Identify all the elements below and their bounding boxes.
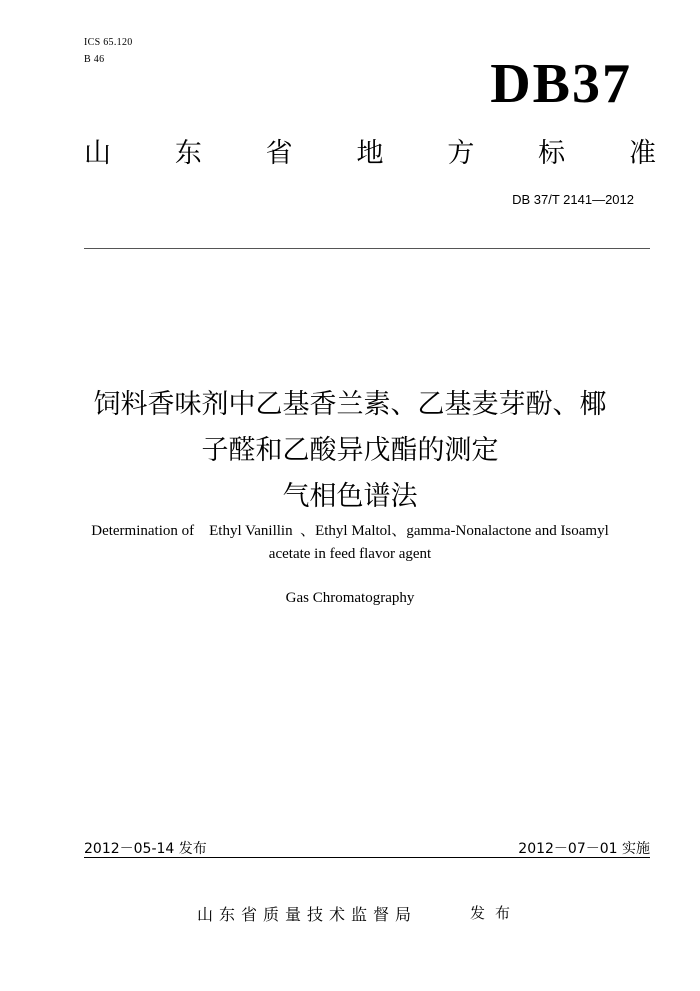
footer-divider: [84, 857, 650, 858]
issue-date: 2012－05-14 发布: [84, 841, 207, 857]
standard-type-char: 准: [628, 138, 656, 169]
standard-code: DB 37/T 2141—2012: [512, 192, 634, 207]
english-title-line: Determination of Ethyl Vanillin 、Ethyl Maltol、gamma-Nonalactone and Isoamyl: [91, 523, 609, 539]
chinese-title: [40, 382, 660, 520]
issuing-authority: 山东省质量技术监督局: [197, 905, 418, 924]
chinese-title-line: 气相色谱法: [282, 481, 418, 512]
standard-type-heading: [84, 138, 656, 170]
header-divider: [84, 248, 650, 249]
english-subtitle: Gas Chromatography: [285, 590, 415, 606]
standard-type-char: 地: [356, 138, 384, 169]
standard-type-char: 标: [538, 138, 566, 169]
standard-logo: DB37: [490, 53, 632, 115]
chinese-title-line: 子醛和乙酸异戊酯的测定: [201, 435, 499, 466]
implementation-date: 2012－07－01 实施: [518, 841, 650, 857]
standard-type-char: 方: [447, 138, 475, 169]
standard-type-char: 山: [84, 138, 111, 169]
chinese-title-line: 饲料香味剂中乙基香兰素、乙基麦芽酚、椰: [93, 389, 607, 420]
ics-code: ICS 65.120: [84, 37, 133, 48]
standard-type-char: 省: [265, 138, 293, 169]
standard-type-char: 东: [174, 138, 202, 169]
publish-label: 发布: [470, 904, 521, 922]
english-title: [50, 520, 650, 566]
english-title-line: acetate in feed flavor agent: [268, 546, 432, 562]
classification-code: B 46: [84, 54, 105, 65]
